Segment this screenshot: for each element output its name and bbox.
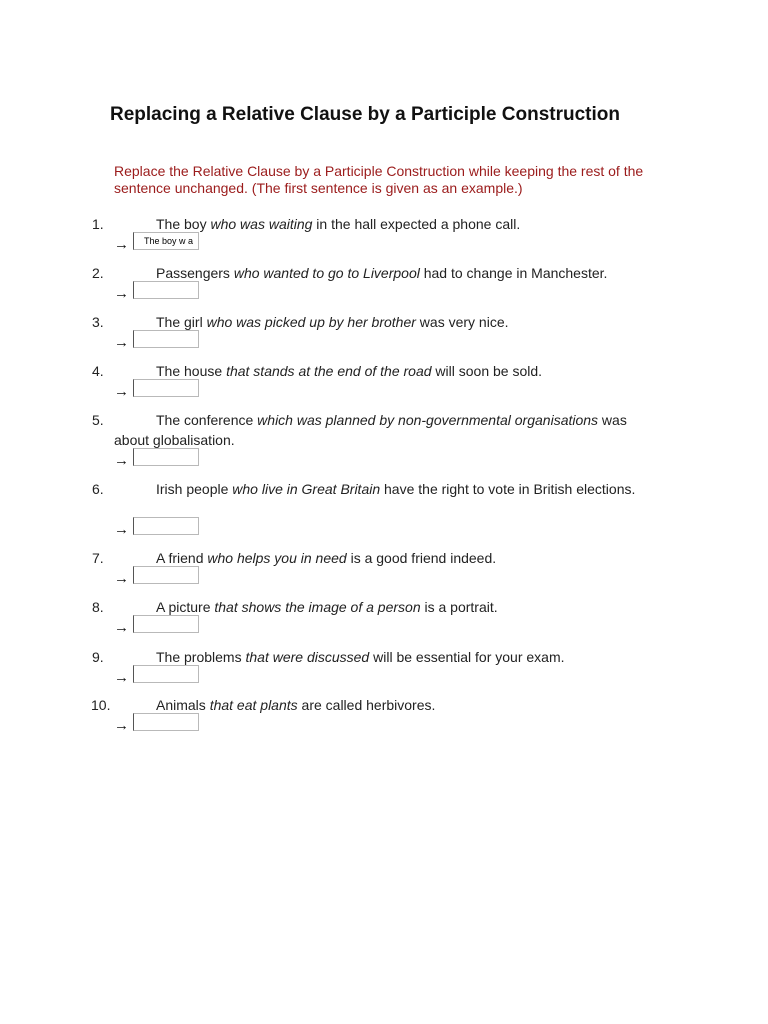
sentence-start: The house — [156, 363, 227, 379]
relative-clause: who was waiting — [210, 216, 313, 232]
sentence-end: is a good friend indeed. — [346, 550, 497, 566]
instruction-text: Replace the Relative Clause by a Participle Construction while keeping the rest of the sentence unchanged. (The first sentence is given as an example.) — [114, 163, 644, 196]
arrow-icon: → — [114, 669, 129, 686]
answer-row — [114, 448, 234, 470]
answer-input-5[interactable] — [133, 448, 199, 466]
sentence-start: A picture — [156, 599, 215, 615]
relative-clause: who helps you in need — [207, 550, 347, 566]
sentence-start: The problems — [156, 649, 246, 665]
sentence-start: The boy — [156, 216, 211, 232]
sentence-end: in the hall expected a phone call. — [312, 216, 521, 232]
relative-clause: who wanted to go to Liverpool — [233, 265, 420, 281]
item-number: 10. — [91, 697, 111, 713]
arrow-icon: → — [114, 717, 129, 734]
answer-input-8[interactable] — [133, 615, 199, 633]
answer-row — [114, 517, 234, 539]
sentence-start: The girl — [156, 314, 207, 330]
answer-input-9[interactable] — [133, 665, 199, 683]
item-number: 5. — [92, 412, 104, 428]
arrow-icon: → — [114, 334, 129, 351]
item-number: 8. — [92, 599, 104, 615]
item-sentence — [114, 214, 664, 234]
sentence-start: The conference — [156, 412, 258, 428]
answer-input-1[interactable] — [133, 232, 199, 250]
sentence-end: was about globalisation. — [114, 412, 627, 448]
relative-clause: that shows the image of a person — [214, 599, 421, 615]
item-number: 6. — [92, 481, 104, 497]
sentence-end: have the right to vote in British elections. — [380, 481, 636, 497]
sentence-start: Passengers — [156, 265, 234, 281]
item-number: 2. — [92, 265, 104, 281]
item-sentence — [114, 647, 664, 667]
sentence-end: will be essential for your exam. — [369, 649, 565, 665]
answer-row — [114, 665, 234, 687]
arrow-icon: → — [114, 452, 129, 469]
answer-input-10[interactable] — [133, 713, 199, 731]
sentence-end: is a portrait. — [420, 599, 498, 615]
arrow-icon: → — [114, 383, 129, 400]
answer-row — [114, 566, 234, 588]
arrow-icon: → — [114, 570, 129, 587]
answer-input-7[interactable] — [133, 566, 199, 584]
item-sentence — [114, 695, 664, 715]
answer-row — [114, 713, 234, 735]
sentence-start: Irish people — [156, 481, 233, 497]
relative-clause: which was planned by non-governmental organisations — [257, 412, 599, 428]
arrow-icon: → — [114, 521, 129, 538]
item-sentence — [114, 597, 664, 617]
item-number: 7. — [92, 550, 104, 566]
answer-row — [114, 379, 234, 401]
sentence-end: was very nice. — [415, 314, 509, 330]
item-number: 3. — [92, 314, 104, 330]
answer-row — [114, 232, 234, 254]
arrow-icon: → — [114, 285, 129, 302]
answer-input-3[interactable] — [133, 330, 199, 348]
answer-input-4[interactable] — [133, 379, 199, 397]
item-sentence — [114, 263, 664, 283]
sentence-end: had to change in Manchester. — [419, 265, 608, 281]
answer-input-2[interactable] — [133, 281, 199, 299]
relative-clause: that eat plants — [209, 697, 298, 713]
sentence-end: will soon be sold. — [431, 363, 543, 379]
answer-row — [114, 330, 234, 352]
item-sentence — [114, 479, 664, 499]
answer-row — [114, 615, 234, 637]
relative-clause: that were discussed — [245, 649, 370, 665]
arrow-icon: → — [114, 236, 129, 253]
item-number: 9. — [92, 649, 104, 665]
item-sentence — [114, 312, 664, 332]
item-sentence — [114, 361, 664, 381]
sentence-start: A friend — [156, 550, 208, 566]
sentence-start: Animals — [156, 697, 210, 713]
relative-clause: who was picked up by her brother — [206, 314, 416, 330]
page-title: Replacing a Relative Clause by a Participle Construction — [110, 104, 620, 125]
answer-input-6[interactable] — [133, 517, 199, 535]
sentence-end: are called herbivores. — [297, 697, 436, 713]
relative-clause: that stands at the end of the road — [226, 363, 432, 379]
relative-clause: who live in Great Britain — [232, 481, 381, 497]
item-sentence — [114, 410, 664, 450]
arrow-icon: → — [114, 619, 129, 636]
item-number: 4. — [92, 363, 104, 379]
item-number: 1. — [92, 216, 104, 232]
item-sentence — [114, 548, 664, 568]
answer-row — [114, 281, 234, 303]
